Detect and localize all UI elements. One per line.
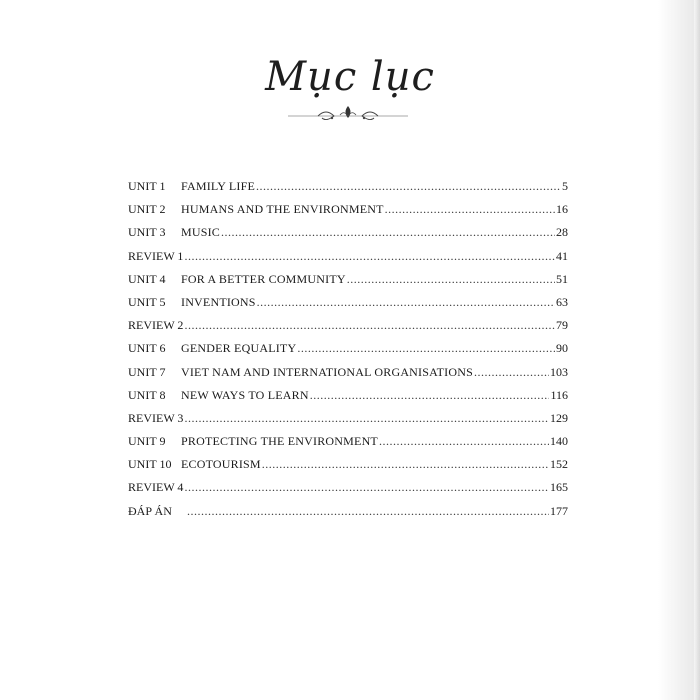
toc-entry <box>128 453 568 476</box>
toc-entry-title: MUSIC <box>181 225 221 240</box>
toc-entry-label: UNIT 6 <box>128 341 166 356</box>
toc-entry-label: UNIT 7 <box>128 364 166 379</box>
toc-entry-page-number: 103 <box>550 364 568 379</box>
toc-entry-page-number: 129 <box>550 410 568 425</box>
toc-entry-page-number: 51 <box>556 271 568 286</box>
toc-dot-leader <box>262 453 549 476</box>
toc-dot-leader <box>347 268 555 291</box>
toc-entry-page-number: 90 <box>556 341 568 356</box>
toc-dot-leader <box>187 500 549 523</box>
table-of-contents <box>128 175 568 523</box>
title-ornament-icon <box>288 102 408 124</box>
toc-dot-leader <box>257 291 555 314</box>
toc-dot-leader <box>184 245 555 268</box>
toc-entry <box>128 175 568 198</box>
toc-entry-label: UNIT 3 <box>128 225 166 240</box>
page-title: Mục lục <box>265 54 435 100</box>
toc-entry-label: REVIEW 3 <box>128 410 184 425</box>
toc-dot-leader <box>256 175 561 198</box>
toc-entry-title: HUMANS AND THE ENVIRONMENT <box>181 202 384 217</box>
toc-entry <box>128 291 568 314</box>
toc-entry-title: VIET NAM AND INTERNATIONAL ORGANISATIONS <box>181 364 473 379</box>
toc-dot-leader <box>297 337 555 360</box>
toc-entry-page-number: 5 <box>562 179 568 193</box>
toc-entry-label: ĐÁP ÁN <box>128 503 172 518</box>
toc-dot-leader <box>184 476 549 499</box>
toc-entry <box>128 337 568 360</box>
toc-entry-label: UNIT 8 <box>128 387 166 402</box>
toc-entry-page-number: 63 <box>556 294 568 309</box>
toc-entry-page-number: 16 <box>556 202 568 217</box>
toc-dot-leader <box>184 407 549 430</box>
toc-entry-page-number: 177 <box>550 503 568 518</box>
toc-entry <box>128 500 568 523</box>
toc-entry-page-number: 116 <box>550 387 568 402</box>
toc-entry-label: UNIT 4 <box>128 271 166 286</box>
toc-entry <box>128 221 568 244</box>
page-edge-shadow <box>694 0 700 700</box>
toc-entry <box>128 245 568 268</box>
toc-entry-page-number: 41 <box>556 248 568 263</box>
toc-entry <box>128 384 568 407</box>
toc-entry <box>128 476 568 499</box>
toc-entry <box>128 407 568 430</box>
toc-entry-page-number: 165 <box>550 480 568 495</box>
toc-entry <box>128 314 568 337</box>
toc-entry-label: UNIT 10 <box>128 457 172 472</box>
toc-entry-label: REVIEW 2 <box>128 318 184 333</box>
toc-entry-title: PROTECTING THE ENVIRONMENT <box>181 434 378 449</box>
toc-dot-leader <box>184 314 555 337</box>
toc-entry <box>128 361 568 384</box>
toc-entry-title: NEW WAYS TO LEARN <box>181 387 309 402</box>
toc-entry-page-number: 79 <box>556 318 568 333</box>
toc-entry-page-number: 28 <box>556 225 568 240</box>
toc-entry <box>128 430 568 453</box>
toc-entry-label: UNIT 1 <box>128 179 166 193</box>
toc-dot-leader <box>221 221 555 244</box>
toc-entry-page-number: 152 <box>550 457 568 472</box>
toc-entry-title: INVENTIONS <box>181 294 256 309</box>
toc-entry-label: UNIT 9 <box>128 434 166 449</box>
toc-dot-leader <box>379 430 549 453</box>
toc-dot-leader <box>385 198 555 221</box>
toc-entry-label: UNIT 2 <box>128 202 166 217</box>
toc-entry-page-number: 140 <box>550 434 568 449</box>
toc-entry-title: ECOTOURISM <box>181 457 261 472</box>
toc-entry-label: REVIEW 1 <box>128 248 184 263</box>
toc-entry <box>128 198 568 221</box>
toc-entry-label: REVIEW 4 <box>128 480 184 495</box>
toc-entry-title: FOR A BETTER COMMUNITY <box>181 271 346 286</box>
toc-entry <box>128 268 568 291</box>
toc-entry-title: GENDER EQUALITY <box>181 341 297 356</box>
toc-entry-title: FAMILY LIFE <box>181 179 255 193</box>
toc-dot-leader <box>474 361 549 384</box>
toc-dot-leader <box>310 384 550 407</box>
toc-entry-label: UNIT 5 <box>128 294 166 309</box>
